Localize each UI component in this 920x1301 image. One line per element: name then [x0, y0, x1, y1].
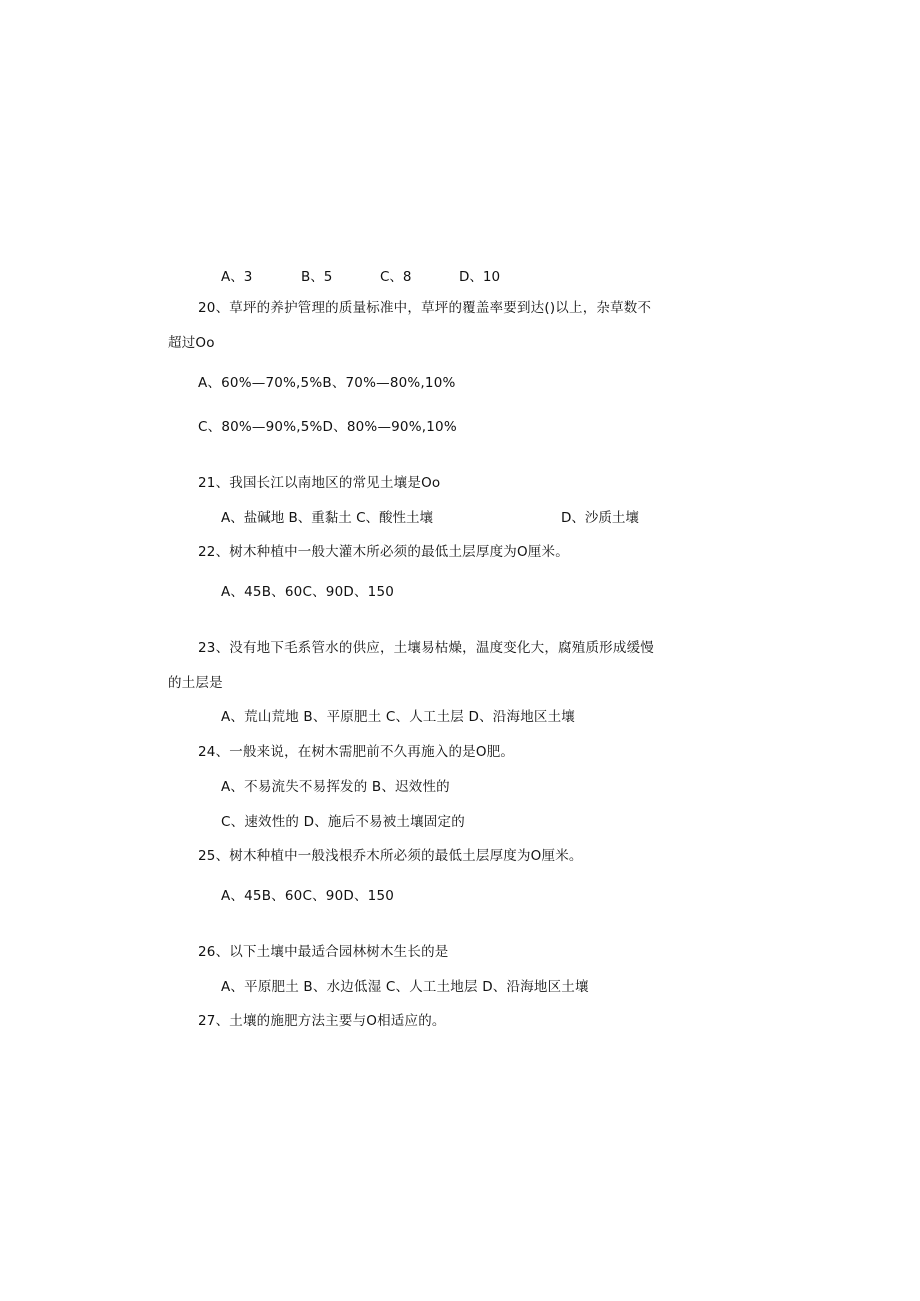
q19-option-a: A、3: [221, 269, 253, 285]
q20-options-line1: A、60%—70%,5%B、70%—80%,10%: [198, 375, 456, 391]
q25-options: A、45B、60C、90D、150: [221, 888, 395, 904]
q19-option-c: C、8: [380, 269, 412, 285]
q21-question: 21、我国长江以南地区的常见土壤是Oo: [198, 475, 441, 491]
q23-question-line1: 23、没有地下毛系管水的供应，土壤易枯燥，温度变化大，腐殖质形成缓慢: [198, 640, 654, 656]
q26-question: 26、以下土壤中最适合园林树木生长的是: [198, 944, 449, 960]
q19-option-b: B、5: [301, 269, 333, 285]
q22-question: 22、树木种植中一般大灌木所必须的最低土层厚度为O厘米。: [198, 544, 569, 560]
q24-question: 24、一般来说，在树木需肥前不久再施入的是O肥。: [198, 744, 515, 760]
q26-options: A、平原肥土 B、水边低湿 C、人工土地层 D、沿海地区土壤: [221, 979, 589, 995]
q23-question-line2: 的土层是: [168, 675, 223, 691]
q24-options-line1: A、不易流失不易挥发的 B、迟效性的: [221, 779, 450, 795]
q20-question-line2: 超过Oo: [168, 335, 215, 351]
q21-options-right: D、沙质土壤: [561, 510, 639, 526]
q19-option-d: D、10: [459, 269, 501, 285]
q20-question-line1: 20、草坪的养护管理的质量标准中，草坪的覆盖率要到达()以上，杂草数不: [198, 300, 652, 316]
q27-question: 27、土壤的施肥方法主要与O相适应的。: [198, 1013, 446, 1029]
q24-options-line2: C、速效性的 D、施后不易被土壤固定的: [221, 814, 465, 830]
q20-options-line2: C、80%—90%,5%D、80%—90%,10%: [198, 419, 457, 435]
q25-question: 25、树木种植中一般浅根乔木所必须的最低土层厚度为O厘米。: [198, 848, 583, 864]
q22-options: A、45B、60C、90D、150: [221, 584, 395, 600]
q21-options-left: A、盐碱地 B、重黏土 C、酸性土壤: [221, 510, 434, 526]
q23-options: A、荒山荒地 B、平原肥土 C、人工土层 D、沿海地区土壤: [221, 709, 575, 725]
